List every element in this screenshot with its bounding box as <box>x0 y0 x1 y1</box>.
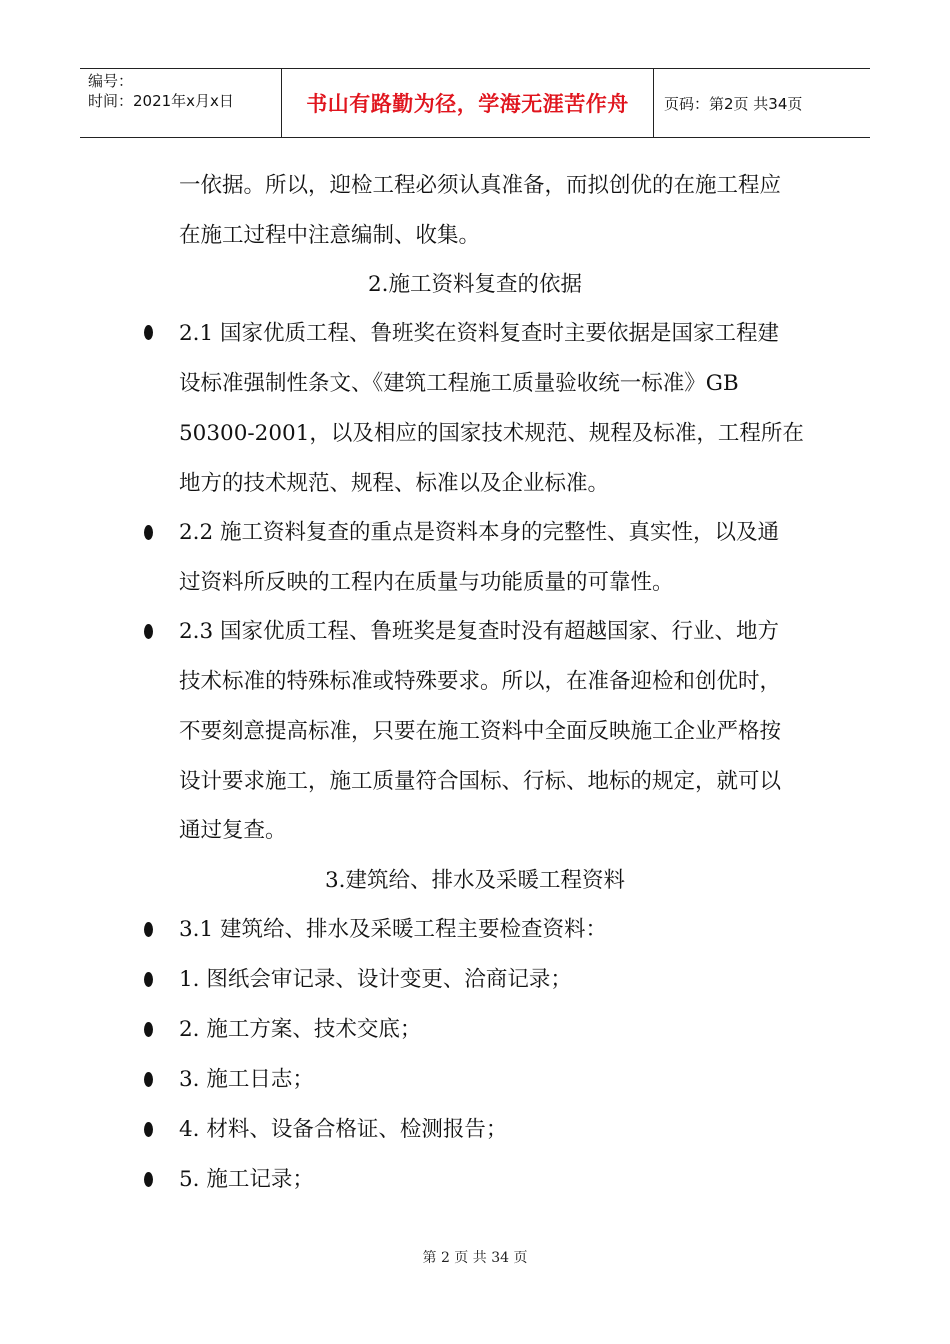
bullet-icon <box>144 624 153 639</box>
header-meta-cell <box>80 69 282 137</box>
list-item: 2. 施工方案、技术交底； <box>179 1017 422 1042</box>
header-page-cell <box>654 69 870 137</box>
body-line: 设计要求施工，施工质量符合国标、行标、地标的规定，就可以 <box>179 769 782 794</box>
header-motto-cell <box>282 69 654 137</box>
document-time-label: 时间：2021年x月x日 <box>88 92 234 110</box>
bullet-icon <box>144 1122 153 1137</box>
body-line: 通过复查。 <box>179 818 287 843</box>
bullet-icon <box>144 922 153 937</box>
document-header <box>80 68 870 138</box>
list-item: 3. 施工日志； <box>179 1067 314 1092</box>
bullet-icon <box>144 1022 153 1037</box>
body-line: 在施工过程中注意编制、收集。 <box>179 223 481 248</box>
list-item: 5. 施工记录； <box>179 1167 314 1192</box>
header-motto: 书山有路勤为径，学海无涯苦作舟 <box>306 92 629 116</box>
header-page-label: 页码：第2页 共34页 <box>664 94 803 113</box>
body-line: 2.1 国家优质工程、鲁班奖在资料复查时主要依据是国家工程建 <box>179 321 780 346</box>
page-footer: 第 2 页 共 34 页 <box>422 1250 528 1266</box>
list-item: 1. 图纸会审记录、设计变更、洽商记录； <box>179 967 572 992</box>
document-number-label: 编号： <box>88 72 134 90</box>
bullet-icon <box>144 525 153 540</box>
body-line: 2.3 国家优质工程、鲁班奖是复查时没有超越国家、行业、地方 <box>179 619 780 644</box>
section-title: 2.施工资料复查的依据 <box>367 272 582 297</box>
section-title: 3.建筑给、排水及采暖工程资料 <box>324 868 625 893</box>
body-line: 3.1 建筑给、排水及采暖工程主要检查资料： <box>179 917 608 942</box>
body-line: 一依据。所以，迎检工程必须认真准备，而拟创优的在施工程应 <box>179 173 782 198</box>
bullet-icon <box>144 1172 153 1187</box>
bullet-icon <box>144 1072 153 1087</box>
body-line: 设标准强制性条文、《建筑工程施工质量验收统一标准》GB <box>179 371 739 396</box>
list-item: 4. 材料、设备合格证、检测报告； <box>179 1117 508 1142</box>
bullet-icon <box>144 325 153 340</box>
body-line: 50300-2001，以及相应的国家技术规范、规程及标准，工程所在 <box>179 421 804 446</box>
body-line: 过资料所反映的工程内在质量与功能质量的可靠性。 <box>179 570 674 595</box>
body-line: 2.2 施工资料复查的重点是资料本身的完整性、真实性，以及通 <box>179 520 780 545</box>
bullet-icon <box>144 972 153 987</box>
body-line: 地方的技术规范、规程、标准以及企业标准。 <box>179 471 610 496</box>
body-line: 不要刻意提高标准，只要在施工资料中全面反映施工企业严格按 <box>179 719 782 744</box>
body-line: 技术标准的特殊标准或特殊要求。所以，在准备迎检和创优时， <box>179 669 782 694</box>
